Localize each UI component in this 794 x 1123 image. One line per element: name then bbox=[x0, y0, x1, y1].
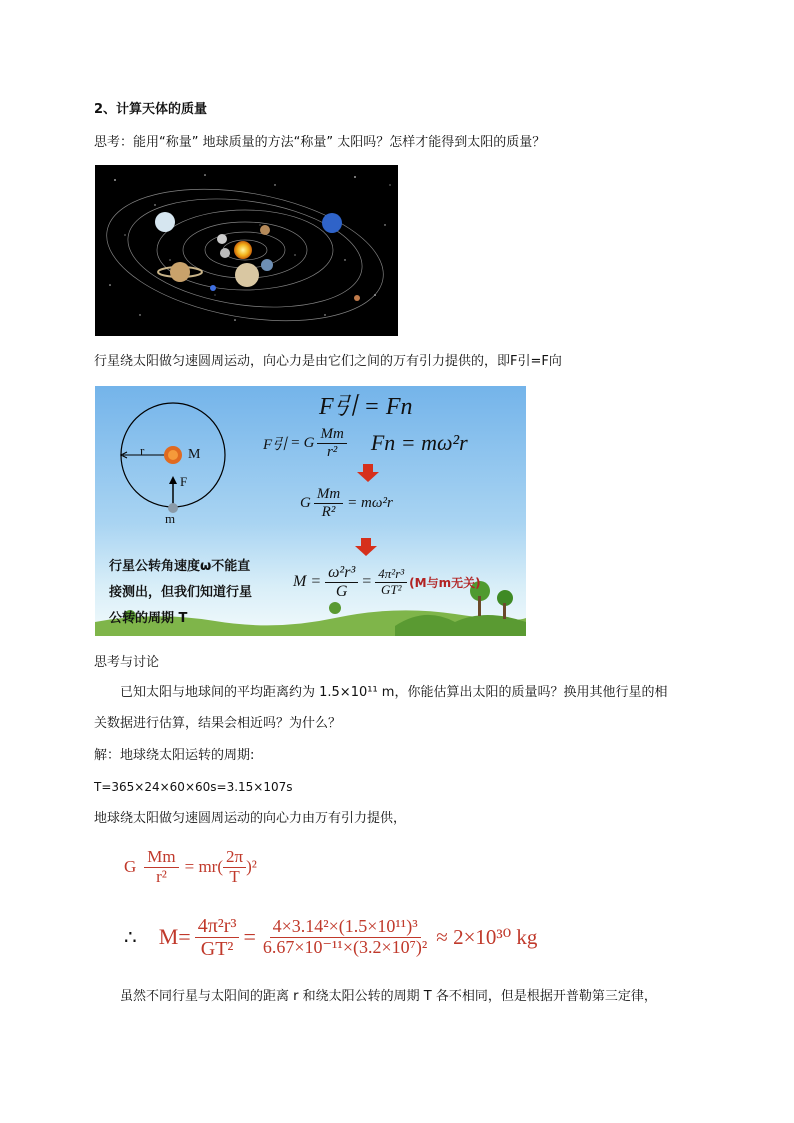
eq4-m: M = bbox=[293, 573, 322, 591]
eq3-g: G bbox=[300, 494, 311, 511]
eq4-numerator-2: 4π²r³ bbox=[375, 567, 407, 582]
equation-sun-mass: M = $\frac{\text{ω²r³}}{G}$ = $\frac{\text{4π²r³}}{\text{GT²}}$ (M与m无关) bbox=[293, 564, 481, 600]
section-title: 2、计算天体的质量 bbox=[94, 102, 208, 117]
eq2-left: F引 bbox=[263, 436, 288, 453]
solar-system-image bbox=[95, 165, 398, 336]
gravitation-diagram bbox=[95, 386, 526, 636]
eq4-note: (M与m无关) bbox=[409, 575, 481, 590]
note-line-1: 行星公转角速度ω不能直 bbox=[109, 559, 251, 574]
orbit-sentence: 行星绕太阳做匀速圆周运动，向心力是由它们之间的万有引力提供的，即F引=F向 bbox=[94, 354, 562, 369]
equation-solved-form bbox=[300, 486, 393, 520]
label-f: F bbox=[180, 474, 188, 489]
solution-intro: 解：地球绕太阳运转的周期: bbox=[94, 748, 255, 763]
formula1-g: G bbox=[124, 857, 137, 876]
eq3-numerator: Mm bbox=[314, 486, 343, 504]
eq4-denominator-1: G bbox=[335, 582, 348, 600]
discussion-paragraph-line-2: 关数据进行估算，结果会相近吗？为什么？ bbox=[94, 716, 342, 731]
formula2-denominator-1: GT² bbox=[200, 937, 234, 960]
eq4-denominator-2: GT² bbox=[380, 581, 402, 597]
eq3-denominator: R² bbox=[321, 503, 336, 520]
period-formula: T=365×24×60×60s=3.15×107s bbox=[94, 780, 293, 794]
note-line-3: 公转的周期 T bbox=[109, 611, 188, 626]
formula1-numerator: Mm bbox=[144, 848, 178, 868]
formula2-numerator-2: 4×3.14²×(1.5×10¹¹)³ bbox=[270, 917, 421, 938]
eq3-right: = mω²r bbox=[347, 494, 393, 511]
formula1-denominator: r² bbox=[156, 866, 167, 886]
eq2-denominator: r² bbox=[326, 443, 338, 460]
discussion-paragraph-line-1: 已知太阳与地球间的平均距离约为 1.5×10¹¹ m，你能估算出太阳的质量吗？换用其他行星的相 bbox=[120, 685, 668, 700]
formula-gravity-equals-centripetal bbox=[124, 840, 257, 894]
diagram-note bbox=[109, 554, 252, 632]
eq2-g: G bbox=[303, 434, 315, 451]
label-small-m: m bbox=[165, 511, 176, 526]
label-r: r bbox=[140, 443, 145, 458]
equation-force-balance: F引 = Fn bbox=[319, 394, 413, 420]
formula2-denominator-2: 6.67×10⁻¹¹×(3.2×10⁷)² bbox=[262, 936, 428, 957]
formula1-close: )² bbox=[246, 857, 257, 876]
formula2-equals: = bbox=[243, 924, 256, 949]
formula2-m: M= bbox=[158, 924, 191, 949]
think-question: 思考：能用“称量” 地球质量的方法“称量” 太阳吗？怎样才能得到太阳的质量？ bbox=[94, 135, 546, 150]
equation-gravity-centripetal: F引 = G $\frac{Mm}{\text{r²}}$ Fn = mω²r bbox=[263, 426, 468, 460]
centripetal-sentence: 地球绕太阳做匀速圆周运动的向心力由万有引力提供， bbox=[94, 811, 407, 826]
formula2-numerator-1: 4π²r³ bbox=[195, 915, 240, 938]
eq2-right: Fn = mω²r bbox=[370, 430, 468, 455]
solar-system-illustration bbox=[95, 165, 398, 336]
discussion-title: 思考与讨论 bbox=[94, 655, 160, 670]
eq1-right: Fn bbox=[385, 394, 413, 420]
formula-sun-mass-result bbox=[124, 905, 537, 969]
formula1-frac-denominator: T bbox=[229, 866, 240, 886]
formula2-approx-result: ≈ 2×10³⁰ kg bbox=[436, 924, 538, 949]
note-line-2: 接测出，但我们知道行星 bbox=[109, 585, 253, 600]
eq4-numerator-1: ω²r³ bbox=[325, 564, 358, 583]
final-paragraph: 虽然不同行星与太阳间的距离 r 和绕太阳公转的周期 T 各不相同，但是根据开普勒第三定律， bbox=[120, 989, 657, 1004]
eq1-left: F引 bbox=[319, 394, 358, 420]
label-big-m: M bbox=[188, 447, 201, 462]
formula1-right: = mr( bbox=[184, 857, 224, 876]
eq2-numerator: Mm bbox=[317, 426, 346, 444]
therefore-symbol: ∴ bbox=[124, 926, 137, 949]
formula1-frac-numerator: 2π bbox=[223, 848, 246, 868]
